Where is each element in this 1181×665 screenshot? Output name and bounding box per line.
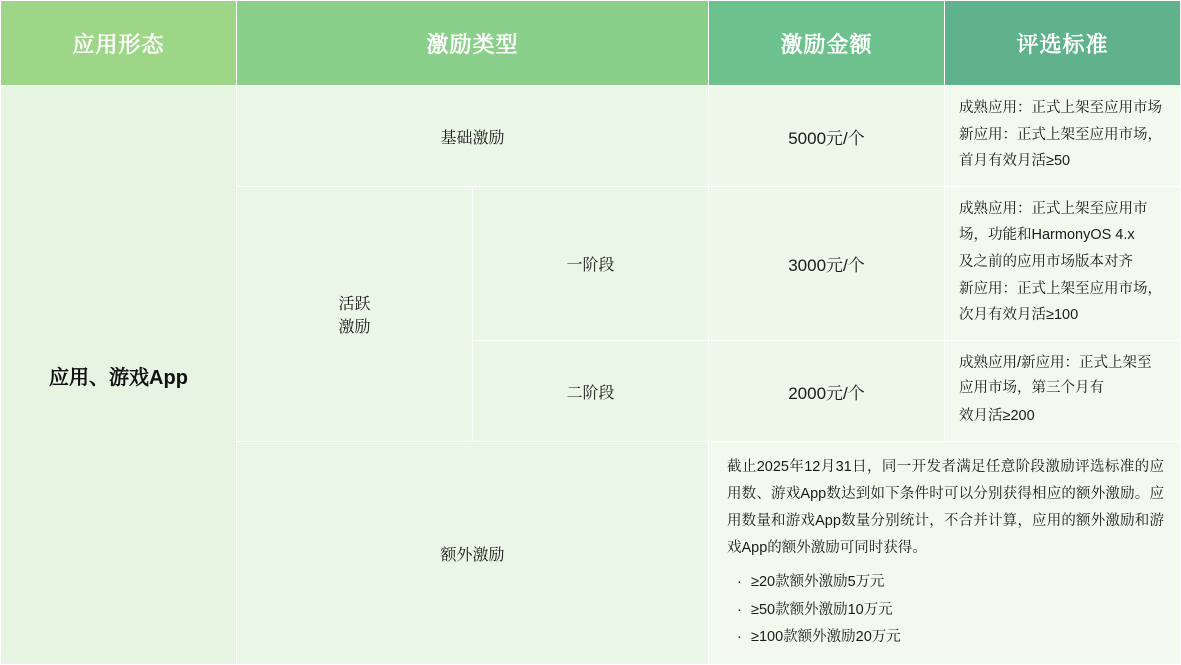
cell-amount-basic: 5000元/个 — [709, 86, 945, 187]
table-row-basic — [1, 86, 1181, 187]
header-incentive-type: 激励类型 — [237, 1, 709, 86]
active-label-line1: 活跃 — [338, 296, 371, 314]
criteria-line: 成熟应用/新应用：正式上架至应用市场，第三个月有 — [959, 355, 1152, 397]
cell-type-stage1: 一阶段 — [473, 187, 709, 341]
list-item — [737, 569, 1164, 597]
header-row — [1, 1, 1181, 86]
criteria-line: 及之前的应用市场版本对齐 — [959, 253, 1133, 270]
extra-lead-text: 截止2025年12月31日，同一开发者满足任意阶段激励评选标准的应用数、游戏App数达到如下条件时可以分别获得相应的额外激励。应用数量和游戏App数量分别统计，不合并计算，应用的额外激励和游戏App的额外激励可同时获得。 — [727, 459, 1164, 556]
header-selection-criteria: 评选标准 — [945, 1, 1181, 86]
cell-type-extra: 额外激励 — [237, 442, 709, 665]
criteria-line: 成熟应用：正式上架至应用市场 — [959, 100, 1162, 116]
bullet-icon: · — [737, 629, 742, 646]
cell-extra-detail — [709, 442, 1181, 665]
extra-tier-list — [727, 569, 1164, 652]
bullet-icon: · — [737, 574, 742, 591]
criteria-line: 效月活≥200 — [959, 407, 1035, 424]
header-app-form: 应用形态 — [1, 1, 237, 86]
bullet-icon: · — [737, 601, 742, 618]
active-label-line2: 激励 — [338, 319, 371, 337]
cell-criteria-stage2 — [945, 341, 1181, 442]
list-item-label: ≥100款额外激励20万元 — [751, 629, 901, 646]
cell-type-basic: 基础激励 — [237, 86, 709, 187]
criteria-line: 成熟应用：正式上架至应用市场，功能和HarmonyOS 4.x — [959, 201, 1148, 243]
cell-app-form: 应用、游戏App — [1, 86, 237, 665]
criteria-line: 新应用：正式上架至应用市场，首月有效月活≥50 — [959, 127, 1162, 169]
table-header — [1, 1, 1181, 86]
cell-type-stage2: 二阶段 — [473, 341, 709, 442]
list-item — [737, 624, 1164, 652]
cell-amount-stage1: 3000元/个 — [709, 187, 945, 341]
cell-criteria-basic — [945, 86, 1181, 187]
cell-criteria-stage1 — [945, 187, 1181, 341]
criteria-line: 新应用：正式上架至应用市场，次月有效月活≥100 — [959, 281, 1162, 323]
cell-amount-stage2: 2000元/个 — [709, 341, 945, 442]
table-body — [1, 86, 1181, 665]
list-item-label: ≥20款额外激励5万元 — [751, 574, 885, 591]
header-incentive-amount: 激励金额 — [709, 1, 945, 86]
list-item-label: ≥50款额外激励10万元 — [751, 601, 893, 618]
list-item — [737, 597, 1164, 625]
cell-type-active — [237, 187, 473, 442]
